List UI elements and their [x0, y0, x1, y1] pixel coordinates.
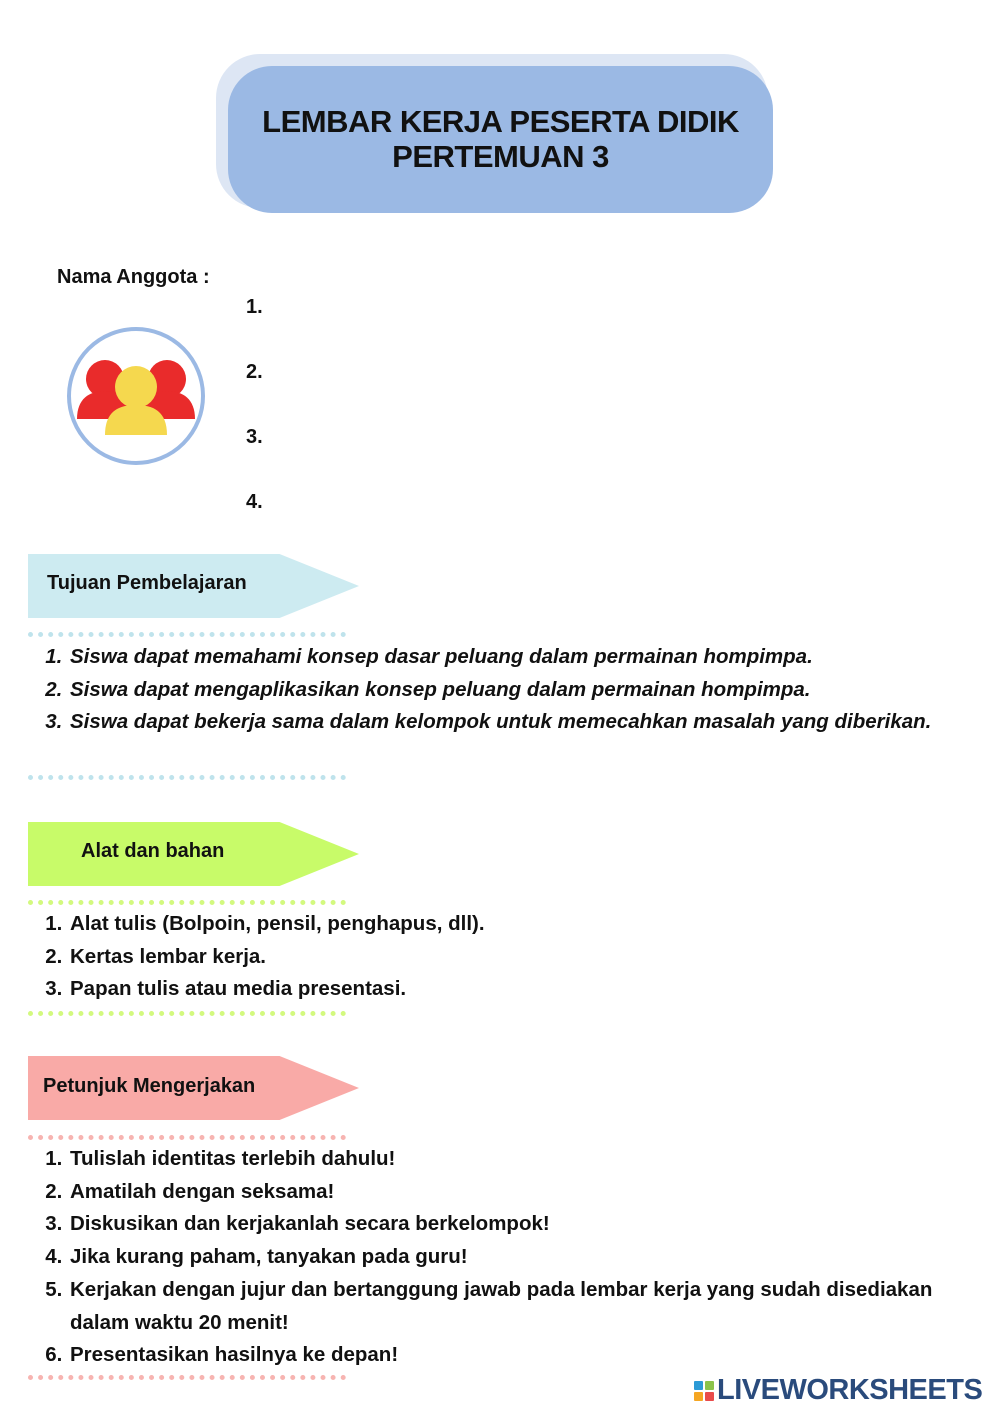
list-item: 5. Kerjakan dengan jujur dan bertanggung jawab pada lembar kerja yang sudah disediakan dalam waktu 20 menit! — [68, 1274, 948, 1339]
alat-list — [68, 908, 948, 1006]
list-item: 2. Kertas lembar kerja. — [68, 941, 948, 974]
alat-divider-bottom — [28, 1011, 346, 1016]
tujuan-divider-bottom — [28, 775, 346, 780]
list-item: 1. Alat tulis (Bolpoin, pensil, penghapus, dll). — [68, 908, 948, 941]
liveworksheets-brand: LIVEWORKSHEETS — [717, 1374, 983, 1406]
petunjuk-section-title: Petunjuk Mengerjakan — [43, 1075, 256, 1097]
member-number-2: 2. — [246, 361, 263, 383]
list-item: 6. Presentasikan hasilnya ke depan! — [68, 1339, 948, 1372]
member-number-1: 1. — [246, 296, 263, 318]
member-number-4: 4. — [246, 491, 263, 513]
title-line-1: LEMBAR KERJA PESERTA DIDIK — [262, 103, 739, 139]
list-item: 2. Amatilah dengan seksama! — [68, 1176, 948, 1209]
list-item: 3. Papan tulis atau media presentasi. — [68, 973, 948, 1006]
petunjuk-divider-top — [28, 1135, 346, 1140]
liveworksheets-logo — [694, 1374, 982, 1407]
members-label: Nama Anggota : — [57, 266, 210, 288]
page-title — [228, 66, 773, 213]
title-line-2: PERTEMUAN 3 — [392, 138, 609, 174]
tujuan-section-title: Tujuan Pembelajaran — [47, 572, 247, 594]
petunjuk-divider-bottom — [28, 1375, 346, 1380]
tujuan-divider-top — [28, 632, 346, 637]
list-item: 1. Tulislah identitas terlebih dahulu! — [68, 1143, 948, 1176]
list-item: 3. Diskusikan dan kerjakanlah secara berkelompok! — [68, 1208, 948, 1241]
member-number-3: 3. — [246, 426, 263, 448]
alat-section-title: Alat dan bahan — [81, 840, 225, 862]
liveworksheets-blocks-icon — [694, 1381, 714, 1401]
list-item: 4. Jika kurang paham, tanyakan pada guru! — [68, 1241, 948, 1274]
list-item: 3. Siswa dapat bekerja sama dalam kelompok untuk memecahkan masalah yang diberikan. — [68, 706, 948, 739]
list-item: 1. Siswa dapat memahami konsep dasar peluang dalam permainan hompimpa. — [68, 641, 948, 674]
alat-divider-top — [28, 900, 346, 905]
tujuan-list — [68, 641, 948, 739]
petunjuk-list — [68, 1143, 948, 1372]
group-members-icon — [67, 327, 205, 465]
list-item: 2. Siswa dapat mengaplikasikan konsep peluang dalam permainan hompimpa. — [68, 674, 948, 707]
